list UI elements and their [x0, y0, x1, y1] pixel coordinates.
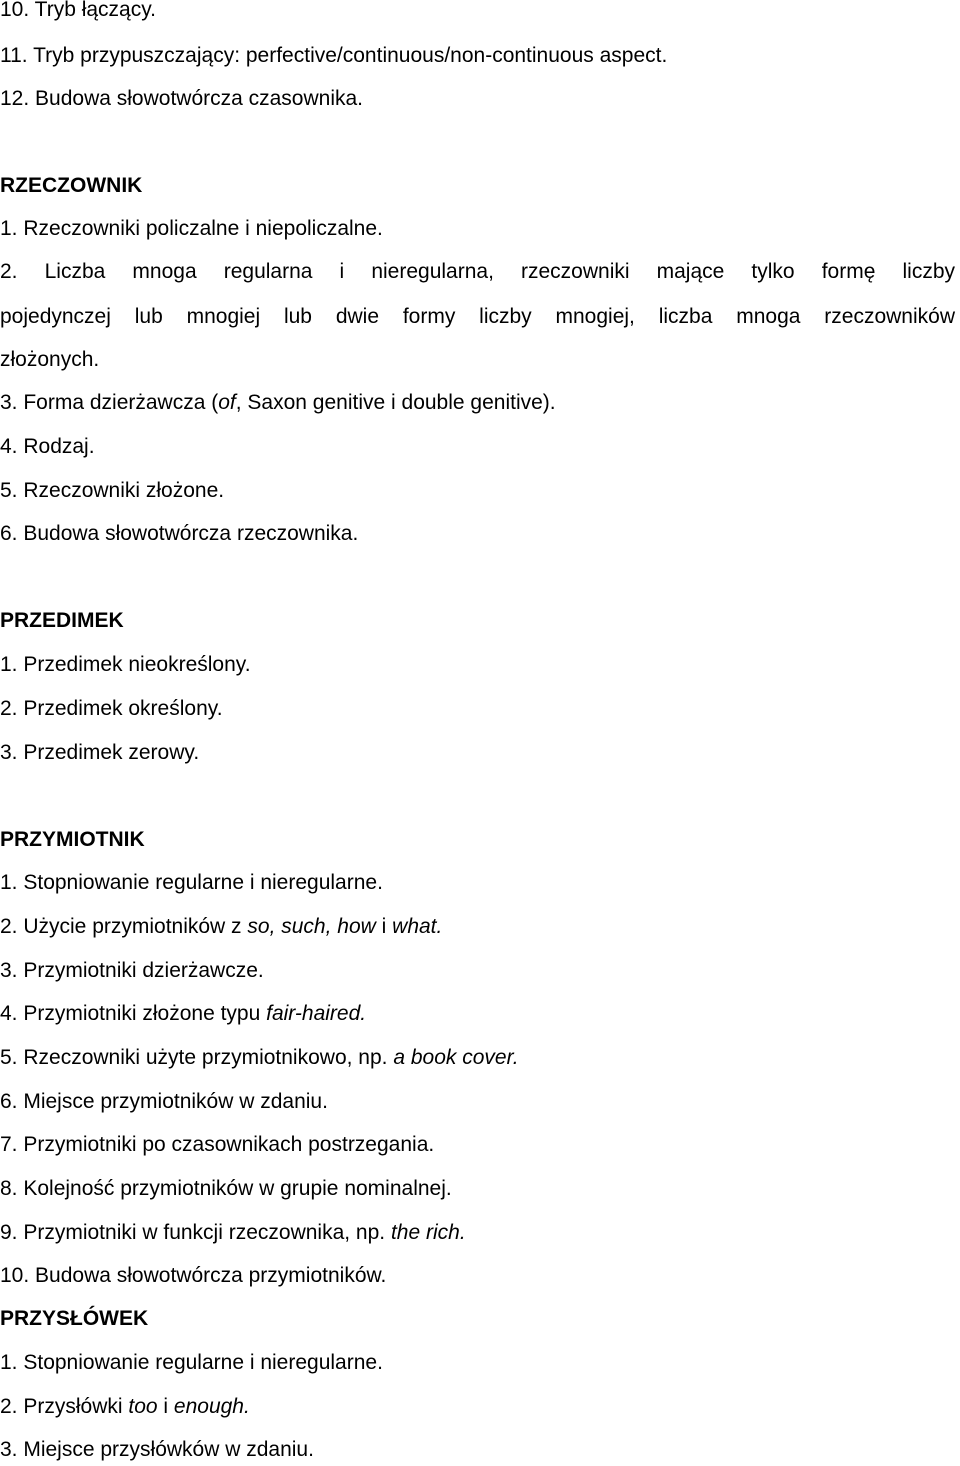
- line-text: , Saxon genitive i double genitive).: [235, 391, 556, 414]
- list-item: [0, 216, 383, 242]
- line-text: pojedynczej lub mnogiej lub dwie formy liczby mnogiej, liczba mnoga rzeczowników: [0, 305, 955, 328]
- line-text: 2. Przysłówki: [0, 1395, 129, 1418]
- italic-term: what.: [392, 915, 443, 938]
- line-text: RZECZOWNIK: [0, 174, 143, 197]
- line-text: 8. Kolejność przymiotników w grupie nominalnej.: [0, 1177, 452, 1200]
- line-text: 2. Liczba mnoga regularna i nieregularna, rzeczowniki mające tylko formę liczby: [0, 260, 955, 283]
- list-item: [0, 1132, 434, 1158]
- line-text: złożonych.: [0, 348, 100, 371]
- list-item: [0, 914, 442, 940]
- italic-term: enough.: [173, 1395, 250, 1418]
- list-item: [0, 86, 363, 112]
- line-text: 2. Przedimek określony.: [0, 697, 223, 720]
- list-item: [0, 0, 156, 23]
- italic-term: fair-haired.: [266, 1002, 367, 1025]
- line-text: 6. Miejsce przymiotników w zdaniu.: [0, 1090, 328, 1113]
- line-text: PRZYSŁÓWEK: [0, 1307, 149, 1330]
- line-text: 3. Przedimek zerowy.: [0, 741, 200, 764]
- section-heading: [0, 1306, 148, 1332]
- list-item: [0, 696, 223, 722]
- line-text: 10. Tryb łączący.: [0, 0, 157, 21]
- list-item: [0, 43, 667, 69]
- line-text: 3. Forma dzierżawcza (: [0, 391, 219, 414]
- line-text: PRZEDIMEK: [0, 609, 124, 632]
- list-item: [0, 259, 955, 285]
- list-item: [0, 1089, 328, 1115]
- list-item: [0, 390, 556, 416]
- line-text: 12. Budowa słowotwórcza czasownika.: [0, 87, 364, 110]
- line-text: 4. Przymiotniki złożone typu: [0, 1002, 267, 1025]
- line-text: PRZYMIOTNIK: [0, 828, 145, 851]
- list-item: [0, 1176, 452, 1202]
- line-text: 1. Rzeczowniki policzalne i niepoliczalne.: [0, 217, 383, 240]
- section-heading: [0, 827, 145, 853]
- line-text: 1. Przedimek nieokreślony.: [0, 653, 251, 676]
- list-item: [0, 958, 264, 984]
- list-item: [0, 304, 955, 330]
- list-item: [0, 478, 224, 504]
- list-item: [0, 870, 383, 896]
- line-text: 3. Miejsce przysłówków w zdaniu.: [0, 1438, 314, 1461]
- line-text: 7. Przymiotniki po czasownikach postrzegania.: [0, 1133, 435, 1156]
- italic-term: a book cover.: [393, 1046, 519, 1069]
- line-text: i: [157, 1395, 174, 1418]
- line-text: 5. Rzeczowniki użyte przymiotnikowo, np.: [0, 1046, 394, 1069]
- list-item: [0, 1394, 250, 1420]
- line-text: 4. Rodzaj.: [0, 435, 95, 458]
- section-heading: [0, 173, 142, 199]
- italic-term: so, such, how: [247, 915, 376, 938]
- list-item: [0, 652, 251, 678]
- section-heading: [0, 608, 124, 634]
- line-text: 3. Przymiotniki dzierżawcze.: [0, 959, 264, 982]
- line-text: 10. Budowa słowotwórcza przymiotników.: [0, 1264, 387, 1287]
- line-text: 6. Budowa słowotwórcza rzeczownika.: [0, 522, 359, 545]
- list-item: [0, 521, 358, 547]
- line-text: 11. Tryb przypuszczający: perfective/continuous/non-continuous aspect.: [0, 44, 668, 67]
- line-text: 5. Rzeczowniki złożone.: [0, 479, 225, 502]
- line-text: 9. Przymiotniki w funkcji rzeczownika, np.: [0, 1221, 391, 1244]
- italic-term: the rich.: [390, 1221, 466, 1244]
- list-item: [0, 347, 99, 373]
- list-item: [0, 1437, 314, 1463]
- line-text: 1. Stopniowanie regularne i nieregularne.: [0, 871, 383, 894]
- line-text: 1. Stopniowanie regularne i nieregularne.: [0, 1351, 383, 1374]
- line-text: i: [375, 915, 393, 938]
- list-item: [0, 1350, 383, 1376]
- list-item: [0, 1045, 519, 1071]
- list-item: [0, 1263, 386, 1289]
- list-item: [0, 434, 95, 460]
- list-item: [0, 1220, 466, 1246]
- italic-term: too: [128, 1395, 158, 1418]
- list-item: [0, 740, 199, 766]
- list-item: [0, 1001, 366, 1027]
- line-text: 2. Użycie przymiotników z: [0, 915, 248, 938]
- italic-term: of: [218, 391, 236, 414]
